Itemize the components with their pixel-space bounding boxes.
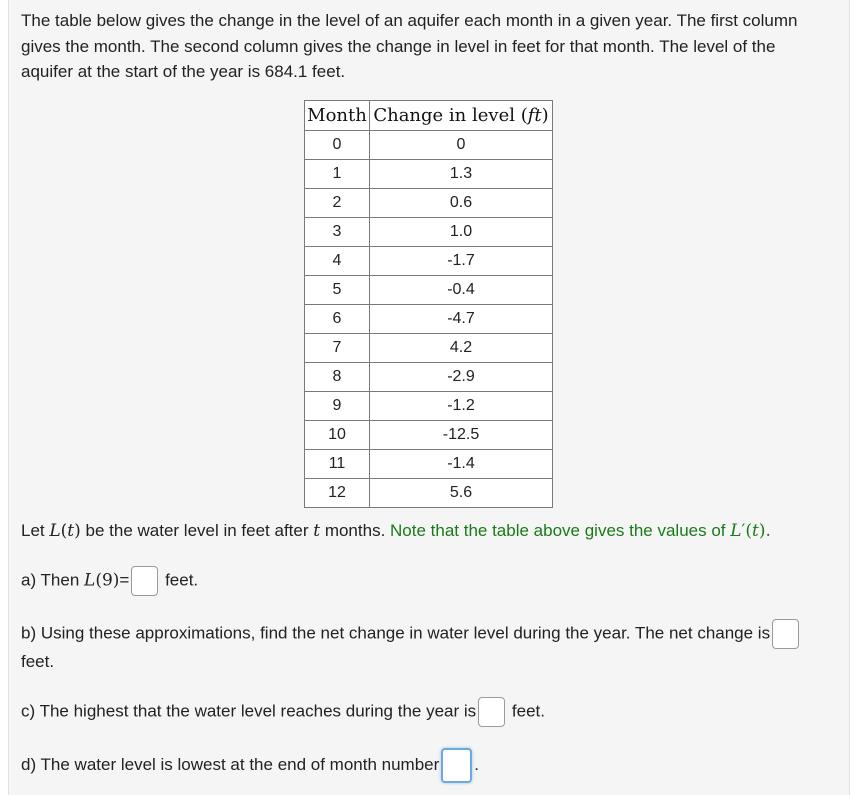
table-row: [305, 450, 553, 479]
table-row: [305, 479, 553, 508]
month-cell: 8: [305, 363, 370, 392]
part-b-suffix: feet.: [21, 652, 55, 671]
month-cell: 1: [305, 160, 370, 189]
change-cell: -1.7: [370, 247, 553, 276]
part-c: c) The highest that the water level reaches during the year is feet.: [21, 697, 545, 727]
change-cell: 1.0: [370, 218, 553, 247]
table-row: [305, 421, 553, 450]
table-row: [305, 276, 553, 305]
table-row: [305, 305, 553, 334]
table-row: [305, 131, 553, 160]
intro-text: The table below gives the change in the level of an aquifer each month in a given year. The first column gives the month. The second column gives the change in level in feet for that month. The level of the aquifer at the start of the year is 684.1 feet.: [21, 11, 798, 81]
month-cell: 9: [305, 392, 370, 421]
month-cell: 6: [305, 305, 370, 334]
answer-input-a[interactable]: [131, 566, 158, 596]
month-cell: 4: [305, 247, 370, 276]
header-change: Change in level (ft): [370, 101, 553, 131]
change-cell: -4.7: [370, 305, 553, 334]
answer-input-b[interactable]: [772, 619, 799, 649]
change-cell: -1.2: [370, 392, 553, 421]
table-row: [305, 218, 553, 247]
change-cell: 4.2: [370, 334, 553, 363]
change-cell: -2.9: [370, 363, 553, 392]
definition-line: Let L(t) be the water level in feet after t months. Note that the table above gives the values of L′(t).: [21, 521, 771, 541]
month-cell: 12: [305, 479, 370, 508]
table-header-row: [305, 101, 553, 131]
table-row: [305, 392, 553, 421]
change-cell: 5.6: [370, 479, 553, 508]
change-cell: 1.3: [370, 160, 553, 189]
table-row: [305, 160, 553, 189]
change-cell: -0.4: [370, 276, 553, 305]
change-cell: -12.5: [370, 421, 553, 450]
month-cell: 3: [305, 218, 370, 247]
header-month: Month: [305, 101, 370, 131]
month-cell: 0: [305, 131, 370, 160]
change-cell: -1.4: [370, 450, 553, 479]
change-cell: 0.6: [370, 189, 553, 218]
answer-input-d[interactable]: [441, 748, 472, 783]
month-cell: 2: [305, 189, 370, 218]
note-text: Note that the table above gives the values of L′(t).: [390, 521, 771, 541]
month-cell: 7: [305, 334, 370, 363]
part-d: d) The water level is lowest at the end of month number .: [21, 748, 479, 783]
table-row: [305, 247, 553, 276]
aquifer-table: [304, 100, 553, 508]
month-cell: 5: [305, 276, 370, 305]
table-body: [305, 131, 553, 508]
part-b: b) Using these approximations, find the net change in water level during the year. The net change is: [21, 619, 801, 649]
part-a: a) Then L(9)= feet.: [21, 566, 198, 596]
month-cell: 11: [305, 450, 370, 479]
answer-input-c[interactable]: [478, 697, 505, 727]
month-cell: 10: [305, 421, 370, 450]
table-row: [305, 334, 553, 363]
table-row: [305, 189, 553, 218]
table-row: [305, 363, 553, 392]
change-cell: 0: [370, 131, 553, 160]
